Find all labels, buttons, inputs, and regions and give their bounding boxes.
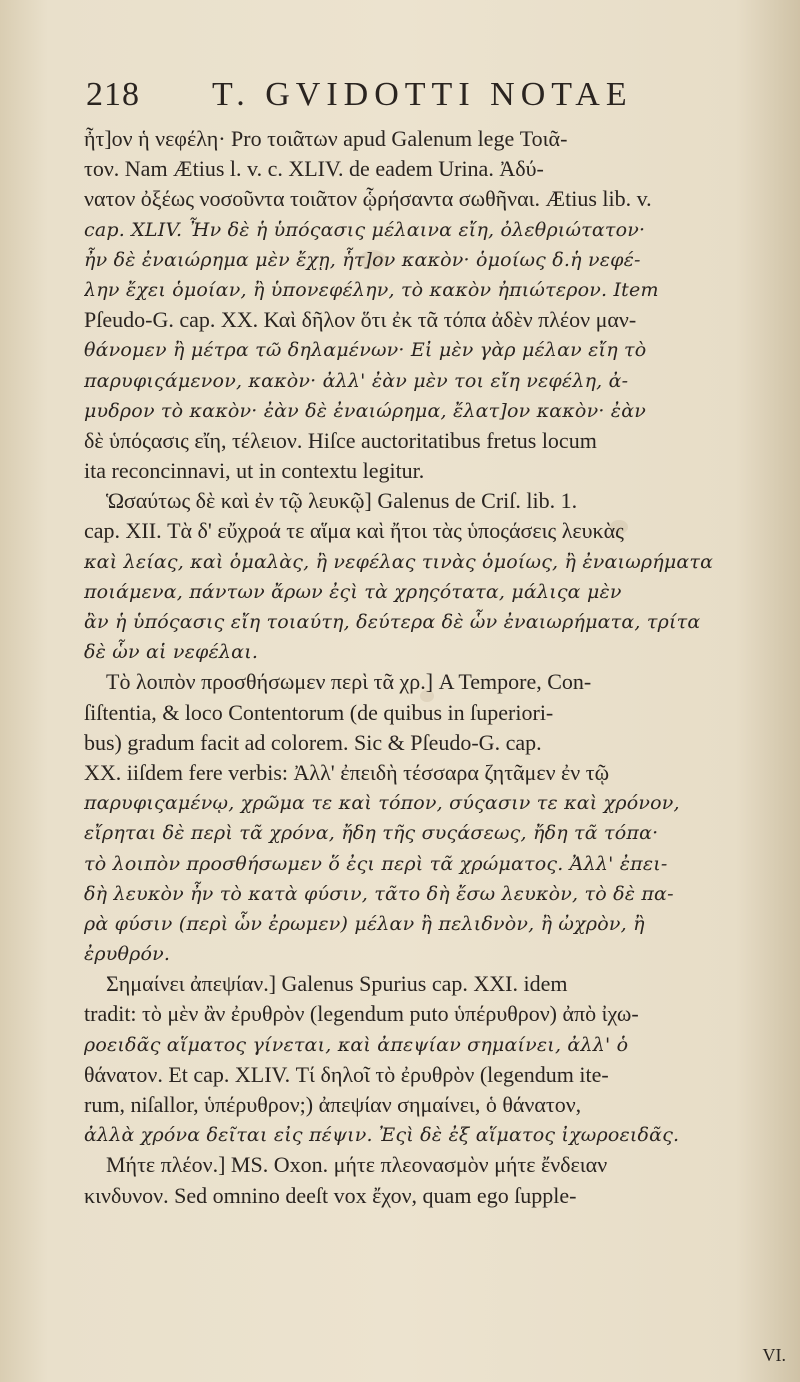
text-line: παρυφιςαμένῳ, χρῶμα τε καὶ τόπον, σύςασιν τε καὶ χρόνον, — [84, 792, 680, 815]
text-line: καὶ λείας, καὶ ὁμαλὰς, ἢ νεφέλας τινὰς ὁμοίως, ἢ ἐναιωρήματα — [84, 550, 714, 573]
text-line: δὲ ὧν αἱ νεφέλαι. — [84, 641, 259, 664]
text-line: tradit: τὸ μὲν ἂν ἐρυθρὸν (legendum puto ὑπέρυθρον) ἀπὸ ἰχω- — [84, 1001, 639, 1027]
text-line: ita reconcinnavi, ut in contextu legitur. — [84, 458, 425, 484]
page-header — [86, 76, 776, 124]
text-line: κινδυνον. Sed omnino deeſt vox ἔχον, quam ego ſupple- — [84, 1182, 577, 1208]
text-line: εἴρηται δὲ περὶ τᾶ χρόνα, ἤδη τῆς συςάσεως, ἤδη τᾶ τόπα· — [84, 822, 659, 845]
text-line: λην ἔχει ὁμοίαν, ἢ ὑπονεφέλην, τὸ κακὸν ἠπιώτερον. Item — [84, 278, 659, 301]
text-line: νατον ὀξέως νοσοῦντα τοιᾶτον ᾧρήσαντα σωθῆναι. Ætius lib. v. — [84, 186, 652, 212]
text-line: rum, niſallor, ὑπέρυθρον;) ἀπεψίαν σημαίνει, ὁ θάνατον, — [84, 1092, 582, 1117]
text-line: τον. Nam Ætius l. v. c. XLIV. de eadem Urina. Ἀδύ- — [84, 156, 544, 182]
signature-mark: VI. — [762, 1345, 786, 1365]
text-body — [84, 124, 796, 1364]
text-line: μυδρον τὸ κακὸν· ἐὰν δὲ ἐναιώρημα, ἔλατ]ον κακὸν· ἐὰν — [84, 399, 646, 422]
text-line: cap. XII. Τὰ δ' εὔχροά τε αἵμα καὶ ἤτοι τὰς ὑποςάσεις λευκὰς — [84, 518, 624, 544]
running-title: T. GVIDOTTI NOTAE — [212, 76, 633, 113]
text-line: θάνατον. Et cap. XLIV. Τί δηλοῖ τὸ ἐρυθρὸν (legendum ite- — [84, 1061, 609, 1087]
text-line: ροειδᾶς αἵματος γίνεται, καὶ ἀπεψίαν σημαίνει, ἀλλ' ὁ — [84, 1033, 629, 1056]
text-line: ἦν δὲ ἐναιώρημα μὲν ἔχῃ, ἧτ]ον κακὸν· ὁμοίως δ.ἡ νεφέ- — [84, 248, 641, 271]
text-line: τὸ λοιπὸν προσθήσωμεν ὅ ἐςι περὶ τᾶ χρώματος. Ἀλλ' ἐπει- — [84, 852, 668, 875]
text-line: δὲ ὑπόςασις εἴη, τέλειον. Hiſce auctoritatibus fretus locum — [84, 427, 597, 453]
text-line: Σημαίνει ἀπεψίαν.] Galenus Spurius cap. XXI. idem — [106, 971, 568, 997]
text-line: ἐρυθρόν. — [84, 943, 171, 966]
text-line: bus) gradum facit ad colorem. Sic & Pſeudo-G. cap. — [84, 729, 542, 755]
text-line: ἂν ἡ ὑπόςασις εἴη τοιαύτη, δεύτερα δὲ ὧν ἐναιωρήματα, τρίτα — [84, 611, 701, 633]
text-line: δὴ λευκὸν ἦν τὸ κατὰ φύσιν, τᾶτο δὴ ἔσω λευκὸν, τὸ δὲ πα- — [84, 882, 674, 905]
text-line: ἦτ]ον ἡ νεφέλη· Pro τοιᾶτων apud Galenum lege Τοιᾶ- — [84, 126, 568, 151]
text-line: ποιάμενα, πάντων ἄρων ἐςὶ τὰ χρηςότατα, μάλιςα μὲν — [84, 580, 622, 603]
text-line: ſiſtentia, & loco Contentorum (de quibus in ſuperiori- — [84, 699, 554, 725]
text-line: ρὰ φύσιν (περὶ ὧν ἐρωμεν) μέλαν ἢ πελιδνὸν, ἢ ὠχρὸν, ἢ — [84, 912, 645, 935]
page-number: 218 — [86, 76, 140, 113]
text-line: θάνομεν ἢ μέτρα τῶ δηλαμένων· Εἰ μὲν γὰρ μέλαν εἴη τὸ — [84, 339, 647, 362]
text-line: cap. XLIV. Ἦν δὲ ἡ ὑπόςασις μέλαινα εἴη, ὀλεθριώτατον· — [84, 218, 646, 241]
text-line: Pſeudo-G. cap. XX. Καὶ δῆλον ὅτι ἐκ τᾶ τόπα ἀδὲν πλέον μαν- — [84, 307, 637, 333]
text-line: XX. iiſdem fere verbis: Ἀλλ' ἐπειδὴ τέσσαρα ζητᾶμεν ἐν τῷ — [84, 759, 610, 785]
text-line: ἀλλὰ χρόνα δεῖται εἰς πέψιν. Ἐςὶ δὲ ἐξ αἵματος ἰχωροειδᾶς. — [84, 1124, 680, 1147]
text-line: Μήτε πλέον.] MS. Oxon. μήτε πλεονασμὸν μήτε ἔνδειαν — [106, 1152, 608, 1178]
text-line: Τὸ λοιπὸν προσθήσωμεν περὶ τᾶ χρ.] A Tempore, Con- — [106, 669, 592, 695]
text-line: Ὡσαύτως δὲ καὶ ἐν τῷ λευκῷ] Galenus de Criſ. lib. 1. — [106, 488, 578, 514]
text-line: παρυφιςάμενον, κακὸν· ἀλλ' ἐὰν μὲν τοι εἴη νεφέλη, ἀ- — [84, 369, 629, 392]
